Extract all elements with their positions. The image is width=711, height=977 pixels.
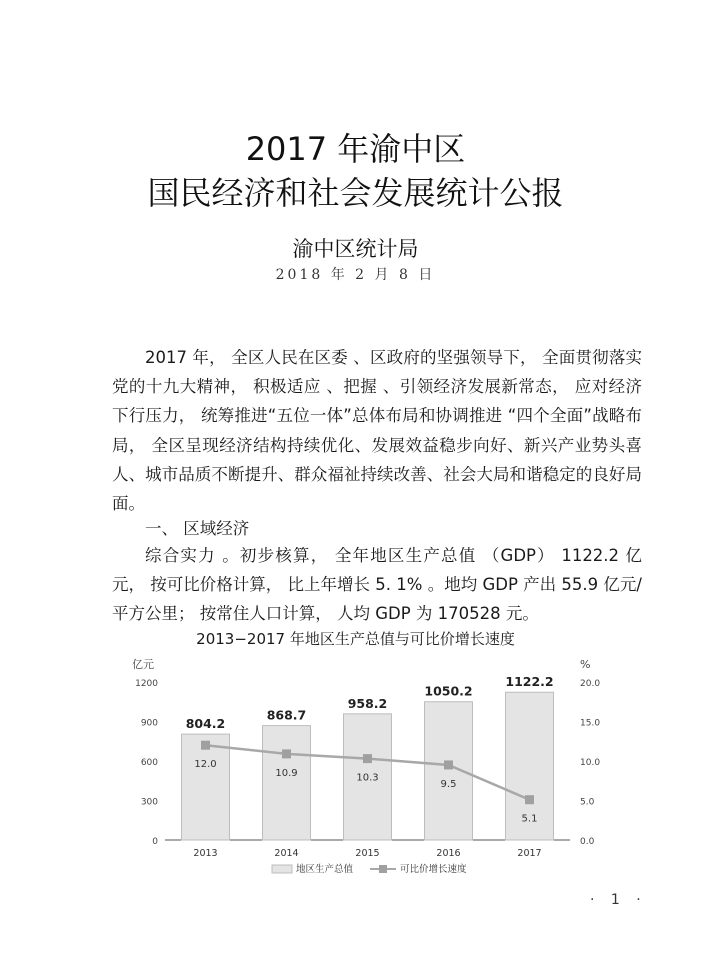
growth-rate-marker — [444, 760, 453, 769]
left-axis-tick-label: 300 — [140, 797, 158, 808]
publish-date: 2018 年 2 月 8 日 — [275, 267, 436, 283]
x-axis-tick-label: 2017 — [517, 848, 542, 859]
issuing-organization: 渝中区统计局 — [292, 237, 419, 261]
growth-rate-marker — [282, 749, 291, 758]
right-axis-tick-label: 10.0 — [580, 758, 601, 768]
intro-paragraph: 2017 年， 全区人民在区委 、区政府的坚强领导下， 全面贯彻落实党的十九大精神， 积极适应 、把握 、引领经济发展新常态， 应对经济下行压力， 统筹推进“五位一体”总体布局和协调推进 “四个全面”战略布局， 全区呈现经济结构持续优化、发展效益稳步向好、新兴产业势头喜人、城市品质不断提升、群众福祉持续改善、社会大局和谐稳定的良好局面。 — [112, 348, 642, 514]
gdp-bar-value-label: 958.2 — [347, 695, 388, 711]
page-number: · 1 · — [590, 892, 647, 908]
growth-rate-value-label: 10.3 — [356, 772, 379, 784]
growth-rate-value-label: 10.9 — [275, 767, 298, 779]
legend-bar-swatch — [272, 865, 292, 873]
x-axis-tick-label: 2014 — [274, 848, 299, 859]
right-axis-tick-label: 5.0 — [580, 797, 595, 808]
legend-bar-label: 地区生产总值 — [296, 864, 354, 875]
growth-rate-marker — [525, 795, 534, 804]
left-axis-tick-label: 600 — [140, 758, 158, 768]
report-title-line1: 2017 年渝中区 — [245, 130, 466, 168]
left-axis-tick-label: 900 — [140, 718, 158, 729]
growth-rate-value-label: 5.1 — [521, 813, 538, 825]
right-axis-tick-label: 0.0 — [580, 837, 595, 847]
growth-rate-marker — [363, 754, 372, 763]
x-axis-tick-label: 2016 — [436, 848, 461, 859]
report-title-line2: 国民经济和社会发展统计公报 — [147, 174, 564, 212]
gdp-bar — [263, 726, 311, 840]
gdp-bar-value-label: 1050.2 — [424, 683, 473, 699]
gdp-growth-chart — [120, 652, 620, 884]
legend-line-label: 可比价增长速度 — [400, 864, 467, 875]
growth-rate-marker — [201, 741, 210, 750]
gdp-bar-value-label: 868.7 — [266, 707, 307, 723]
gdp-bar-value-label: 1122.2 — [505, 674, 554, 690]
right-axis-tick-label: 20.0 — [580, 679, 601, 689]
growth-rate-value-label: 12.0 — [194, 759, 217, 771]
growth-rate-value-label: 9.5 — [440, 778, 457, 790]
x-axis-tick-label: 2013 — [193, 848, 218, 859]
section-heading: 一、 区域经济 — [145, 519, 250, 538]
gdp-bar — [182, 734, 230, 840]
gdp-bar-value-label: 804.2 — [185, 716, 226, 732]
x-axis-tick-label: 2015 — [355, 848, 380, 859]
chart-title: 2013−2017 年地区生产总值与可比价增长速度 — [196, 630, 515, 648]
right-axis-tick-label: 15.0 — [580, 718, 601, 729]
legend-line-marker — [379, 865, 387, 873]
gdp-paragraph: 综合实力 。初步核算， 全年地区生产总值 （GDP） 1122.2 亿元， 按可比价格计算， 比上年增长 5. 1% 。地均 GDP 产出 55.9 亿元/平方公里； 按常住人口计算， 人均 GDP 为 170528 元。 — [112, 546, 642, 624]
right-axis-unit: % — [580, 658, 591, 671]
left-axis-tick-label: 0 — [152, 837, 158, 847]
left-axis-unit: 亿元 — [132, 658, 154, 671]
left-axis-tick-label: 1200 — [135, 679, 158, 689]
